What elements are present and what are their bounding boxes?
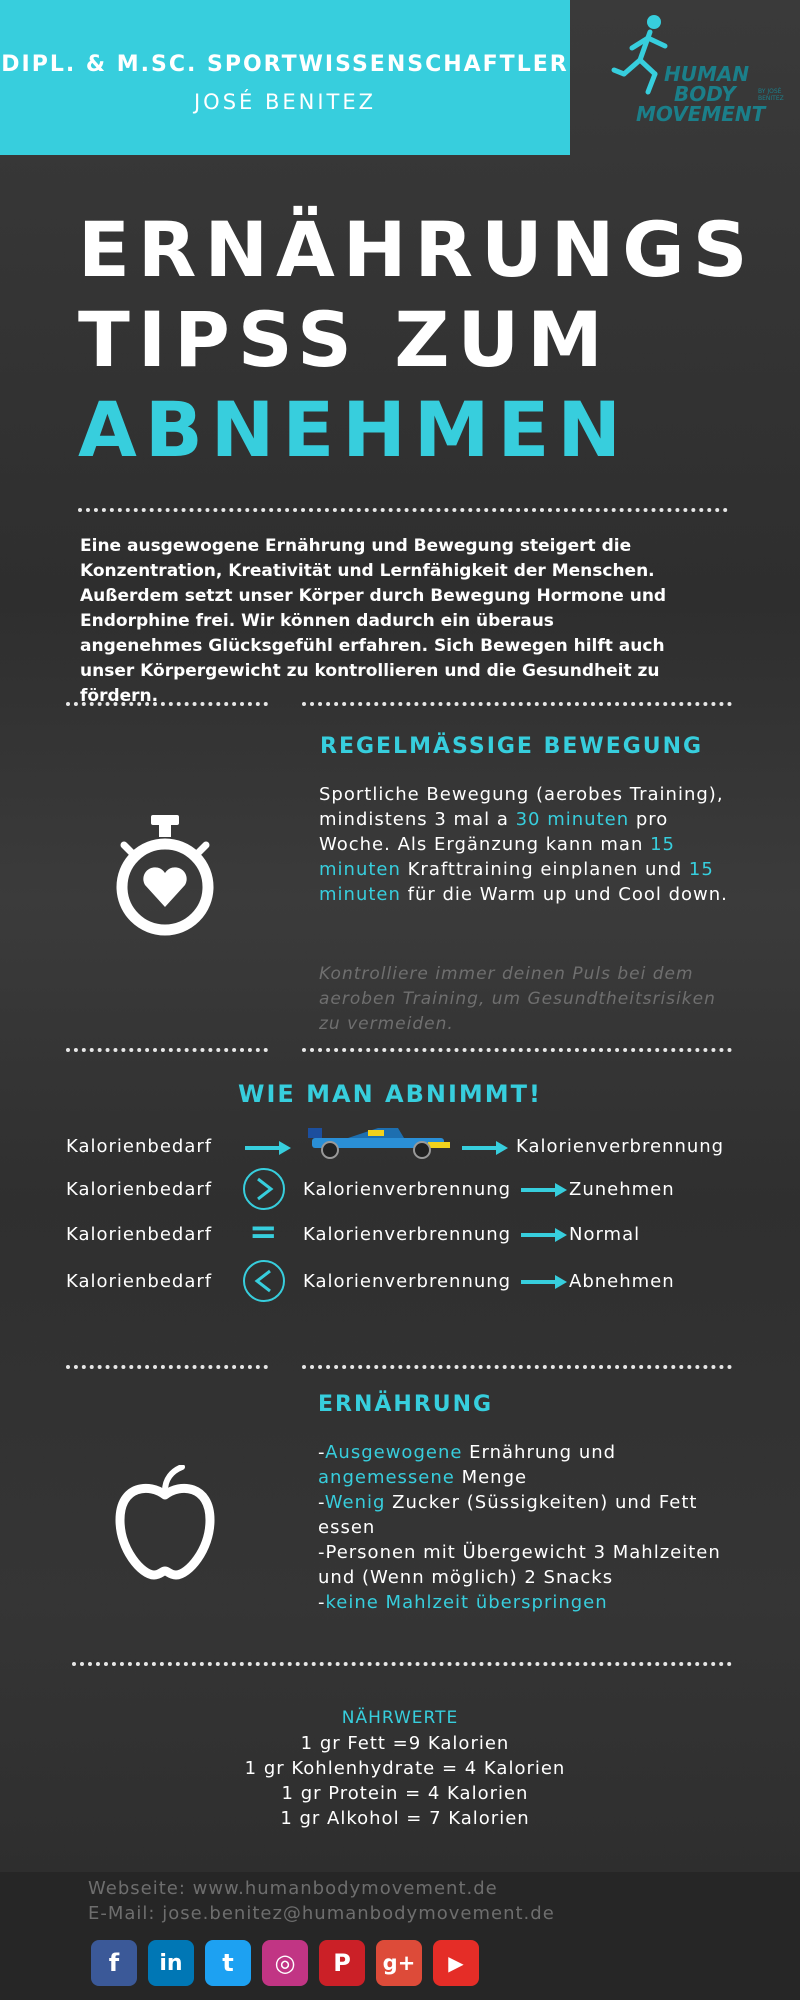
arrow-right-icon [521, 1274, 567, 1290]
ernaehrung-item-2 [318, 1490, 738, 1540]
row1-right: Kalorienverbrennung [516, 1136, 725, 1157]
naehrwerte-line: 1 gr Protein = 4 Kalorien [281, 1783, 529, 1804]
header-banner [0, 0, 570, 155]
title-line-2: TIPSS ZUM [78, 295, 611, 384]
ernaehrung-item-1 [318, 1440, 738, 1490]
arrow-right-icon [462, 1140, 508, 1156]
section-heading-abnimmt: WIE MAN ABNIMMT! [237, 1080, 542, 1108]
bewegung-text-part: Sportliche Bewegung (aerobes Training), mindistens 3 mal a [319, 784, 724, 830]
section-heading-bewegung: REGELMÄSSIGE BEWEGUNG [320, 734, 704, 759]
footer-website[interactable]: Webseite: www.humanbodymovement.de [88, 1878, 498, 1899]
twitter-glyph: t [222, 1949, 234, 1977]
ernaehrung-item-3: -Personen mit Übergewicht 3 Mahlzeiten und (Wenn möglich) 2 Snacks [318, 1542, 721, 1588]
list-dash: - [318, 1442, 326, 1463]
stopwatch-heart-icon [110, 815, 220, 940]
row2-left: Kalorienbedarf [66, 1179, 213, 1200]
twitter-icon[interactable] [205, 1940, 251, 1986]
logo-by-line1: BY JOSÉ [758, 88, 782, 95]
logo-by-line2: BENITEZ [758, 95, 784, 102]
bewegung-text [319, 782, 729, 907]
less-than-icon [243, 1260, 285, 1302]
footer-email[interactable]: E-Mail: jose.benitez@humanbodymovement.de [88, 1903, 555, 1924]
header-credential: DIPL. & M.SC. SPORTWISSENSCHAFTLER [1, 52, 569, 77]
list-dash: - [318, 1492, 325, 1513]
race-car-icon [308, 1124, 453, 1160]
pinterest-icon[interactable] [319, 1940, 365, 1986]
title-line-3: ABNEHMEN [78, 385, 630, 474]
row4-result: Abnehmen [569, 1271, 675, 1292]
ernaehrung-highlight: Ausgewogene [325, 1442, 463, 1463]
ernaehrung-highlight: keine Mahlzeit überspringen [325, 1592, 608, 1613]
social-links [91, 1940, 479, 1986]
pinterest-glyph: P [333, 1949, 351, 1977]
row4-mid: Kalorienverbrennung [303, 1271, 512, 1292]
naehrwerte-line: 1 gr Fett =9 Kalorien [300, 1733, 510, 1754]
divider [72, 1662, 732, 1666]
bewegung-highlight: 15 minuten [319, 859, 714, 905]
divider [66, 1365, 268, 1369]
divider [302, 702, 732, 706]
divider [66, 1048, 268, 1052]
googleplus-glyph: g+ [382, 1951, 416, 1975]
ernaehrung-list [318, 1440, 738, 1615]
ernaehrung-item-4 [318, 1590, 738, 1615]
divider [66, 702, 268, 706]
facebook-icon[interactable] [91, 1940, 137, 1986]
googleplus-icon[interactable] [376, 1940, 422, 1986]
naehrwerte-list [0, 1731, 800, 1831]
row3-result: Normal [569, 1224, 641, 1245]
instagram-icon[interactable] [262, 1940, 308, 1986]
equals-icon: = [249, 1212, 278, 1252]
youtube-icon[interactable] [433, 1940, 479, 1986]
intro-paragraph: Eine ausgewogene Ernährung und Bewegung steigert die Konzentration, Kreativität und Lernfähigkeit der Menschen. Außerdem setzt unser Körper durch Bewegung Hormone und Endorphine frei. Wir können dadurch ein überaus angenehmes Glücksgefühl erfahren. Sich Bewegen hilft auch unser Körpergewicht zu kontrollieren und die Gesundheit zu fördern. [80, 536, 667, 706]
row2-result: Zunehmen [569, 1179, 675, 1200]
naehrwerte-line: 1 gr Alkohol = 7 Kalorien [280, 1808, 530, 1829]
bewegung-text-part: Krafttraining einplanen und [400, 859, 689, 880]
ernaehrung-text-part: Ernährung und [462, 1442, 617, 1463]
title-line-1: ERNÄHRUNGS [78, 205, 756, 294]
ernaehrung-text-part: Menge [454, 1467, 528, 1488]
divider [302, 1365, 732, 1369]
linkedin-glyph: in [159, 1950, 183, 1976]
facebook-glyph: f [108, 1949, 120, 1977]
greater-than-icon [243, 1168, 285, 1210]
divider [78, 508, 728, 512]
arrow-right-icon [521, 1182, 567, 1198]
section-heading-ernaehrung: ERNÄHRUNG [318, 1392, 494, 1417]
arrow-right-icon [245, 1140, 291, 1156]
bewegung-text-part: pro Woche. Als Ergänzung kann man [319, 809, 669, 855]
logo-text-body: BODY [674, 82, 736, 106]
row2-mid: Kalorienverbrennung [303, 1179, 512, 1200]
row4-left: Kalorienbedarf [66, 1271, 213, 1292]
instagram-glyph: ◎ [274, 1949, 296, 1977]
row3-mid: Kalorienverbrennung [303, 1224, 512, 1245]
ernaehrung-highlight: Wenig [324, 1492, 386, 1513]
arrow-right-icon [521, 1227, 567, 1243]
linkedin-icon[interactable] [148, 1940, 194, 1986]
row3-left: Kalorienbedarf [66, 1224, 213, 1245]
logo-text-human: HUMAN [664, 62, 750, 86]
ernaehrung-text-part: Zucker (Süssigkeiten) und Fett essen [318, 1492, 698, 1538]
ernaehrung-highlight: angemessene [318, 1467, 455, 1488]
row1-left: Kalorienbedarf [66, 1136, 213, 1157]
bewegung-text-part: für die Warm up und Cool down. [400, 884, 728, 905]
naehrwerte-heading: NÄHRWERTE [341, 1708, 459, 1728]
bewegung-highlight: 30 minuten [515, 809, 630, 830]
list-dash: - [318, 1592, 326, 1613]
human-body-movement-logo [610, 12, 784, 132]
header-author-name: JOSÉ BENITEZ [193, 90, 377, 114]
apple-icon [112, 1465, 218, 1580]
divider [302, 1048, 732, 1052]
bewegung-highlight: 15 minuten [319, 834, 676, 880]
logo-text-movement: MOVEMENT [636, 102, 766, 126]
naehrwerte-line: 1 gr Kohlenhydrate = 4 Kalorien [244, 1758, 566, 1779]
youtube-glyph: ▶ [448, 1951, 464, 1975]
bewegung-note: Kontrolliere immer deinen Puls bei dem aeroben Training, um Gesundtheitsrisiken zu vermeiden. [319, 964, 716, 1034]
